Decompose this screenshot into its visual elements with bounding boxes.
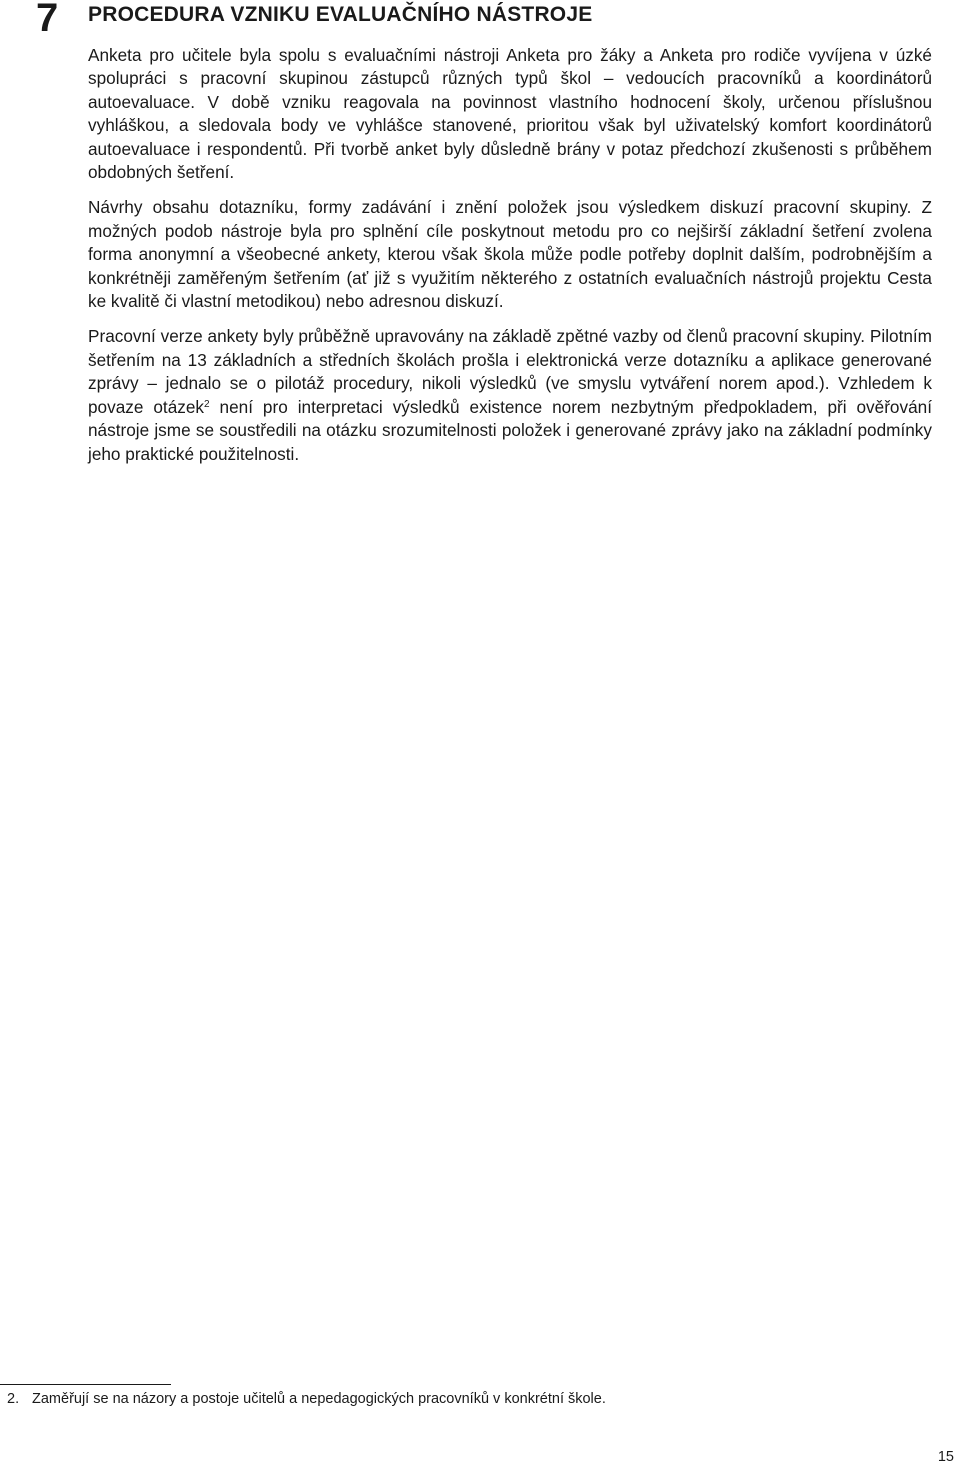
paragraph-3 — [88, 325, 932, 465]
paragraph-1: Anketa pro učitele byla spolu s evaluačními nástroji Anketa pro žáky a Anketa pro rodiče vyvíjena v úzké spolupráci s pracovní skupinou zástupců různých typů škol – vedoucích pracovníků a koordinátorů autoevaluace. V době vzniku reagovala na povinnost vlastního hodnocení školy, určenou příslušnou vyhláškou, a sledovala body ve vyhlášce stanovené, prioritou však byl uživatelský komfort koordinátorů autoevaluace i respondentů. Při tvorbě anket byly důsledně brány v potaz předchozí zkušenosti s průběhem obdobných šetření. — [88, 45, 932, 183]
footnote-divider — [0, 1384, 171, 1385]
footnote-number: 2. — [7, 1391, 20, 1407]
footnote-reference: 2 — [204, 398, 210, 410]
footnote-text: Zaměřují se na názory a postoje učitelů a nepedagogických pracovníků v konkrétní škole. — [32, 1391, 606, 1407]
chapter-number: 7 — [36, 0, 59, 40]
chapter-title: PROCEDURA VZNIKU EVALUAČNÍHO NÁSTROJE — [88, 3, 593, 26]
paragraph-3-text-start: Pracovní verze ankety byly průběžně upravovány na základě zpětné vazby od členů pracovní skupiny. Pilotním šetřením na 13 základních a středních školách prošla i elektronická verze dotazníku a aplikace generované zprávy – jednalo se o pilotáž procedury, nikoli výsledků (ve smyslu vytváření norem apod.). Vzhledem k povaze otázek — [88, 326, 932, 417]
paragraph-3-text-end: není pro interpretaci výsledků existence norem nezbytným předpokladem, při ověřování nástroje jsme se soustředili na otázku srozumitelnosti položek i generované zprávy jako na základní podmínky jeho praktické použitelnosti. — [88, 396, 932, 464]
footnote — [7, 1389, 606, 1409]
body-text — [88, 44, 932, 478]
page-number: 15 — [937, 1449, 954, 1465]
paragraph-2: Návrhy obsahu dotazníku, formy zadávání i znění položek jsou výsledkem diskuzí pracovní skupiny. Z možných podob nástroje byla pro splnění cíle poskytnout metodu pro co nejširší základní šetření zvolena forma anonymní a všeobecné ankety, kterou však škola může podle potřeby doplnit dalším, podrobnějším a konkrétněji zaměřeným šetřením (ať již s využitím některého z ostatních evaluačních nástrojů projektu Cesta ke kvalitě či vlastní metodikou) nebo adresnou diskuzí. — [88, 197, 932, 312]
